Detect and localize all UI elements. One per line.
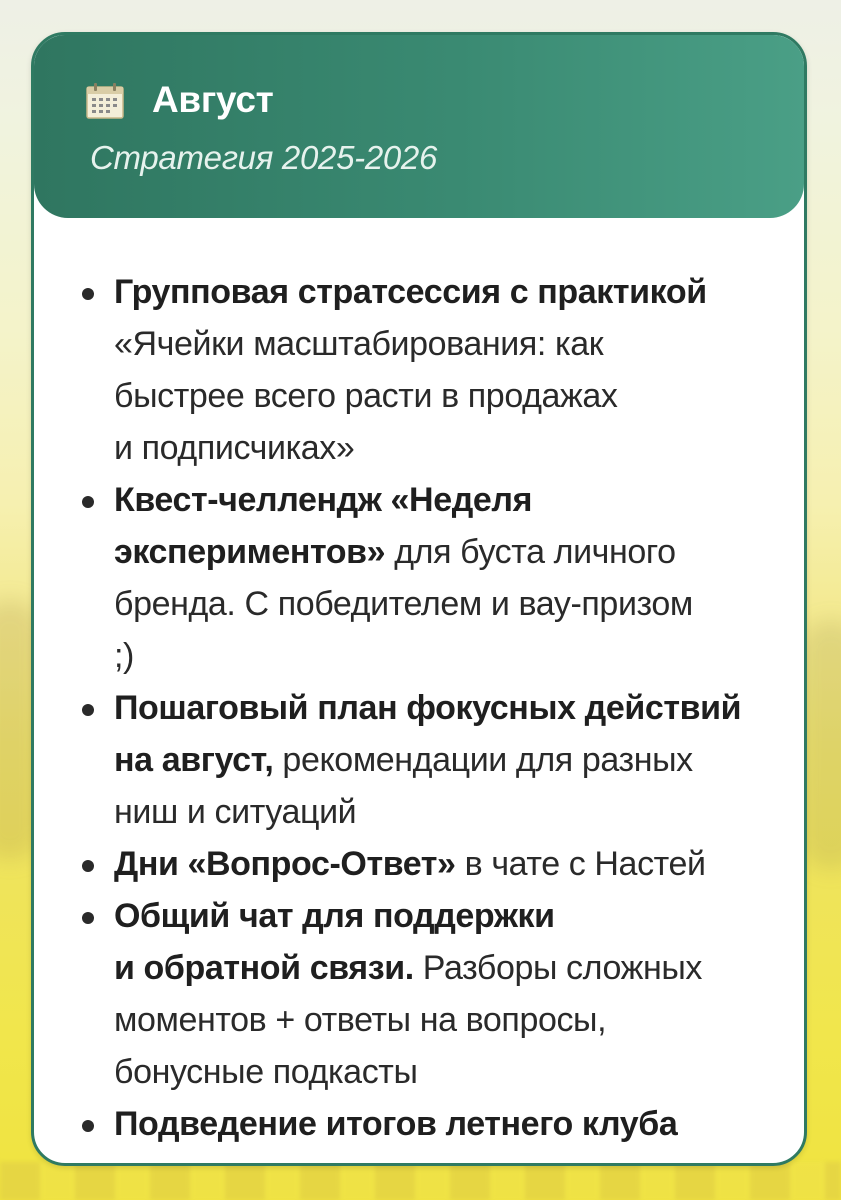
item-text: ;) — [114, 637, 134, 675]
item-line — [114, 370, 784, 422]
item-line — [114, 578, 784, 630]
calendar-icon — [85, 82, 125, 120]
item-text: и подписчиках» — [114, 429, 355, 467]
item-bold-text: Общий чат для поддержки — [114, 897, 555, 935]
item-line — [114, 318, 784, 370]
item-line — [114, 994, 784, 1046]
item-bold-text: Дни «Вопрос-Ответ» — [114, 845, 456, 883]
card-title: Август — [152, 79, 274, 120]
item-line — [114, 630, 784, 682]
item-text: быстрее всего расти в продажах — [114, 377, 618, 415]
item-text: моментов + ответы на вопросы, — [114, 1001, 607, 1039]
item-bold-text: на август, — [114, 741, 274, 779]
item-bold-text: Квест-челлендж «Неделя — [114, 481, 533, 519]
item-text: Разборы сложных — [413, 949, 702, 987]
item-line — [114, 682, 784, 734]
item-line — [114, 786, 784, 838]
list-item — [79, 266, 784, 474]
card-header — [34, 35, 804, 218]
item-line — [114, 838, 784, 890]
background-blur-right — [801, 620, 841, 870]
list-item — [79, 682, 784, 838]
item-bold-text: Пошаговый план фокусных действий — [114, 689, 742, 727]
list-item — [79, 1098, 784, 1150]
item-line — [114, 474, 784, 526]
bullet-icon — [82, 860, 94, 872]
item-line — [114, 1098, 784, 1150]
item-text: для буста личного — [385, 533, 676, 571]
bullet-icon — [82, 704, 94, 716]
item-text: бонусные подкасты — [114, 1053, 418, 1091]
feature-list — [79, 266, 784, 1150]
background-bottom-strip — [0, 1162, 841, 1200]
item-bold-text: Групповая стратсессия с практикой — [114, 273, 707, 311]
bullet-icon — [82, 912, 94, 924]
bullet-icon — [82, 288, 94, 300]
list-item — [79, 474, 784, 682]
item-line — [114, 734, 784, 786]
item-text: бренда. С победителем и вау-призом — [114, 585, 693, 623]
plan-card — [31, 32, 807, 1166]
item-text: «Ячейки масштабирования: как — [114, 325, 604, 363]
bullet-icon — [82, 1120, 94, 1132]
item-text: рекомендации для разных — [273, 741, 693, 779]
item-bold-text: экспериментов» — [114, 533, 386, 571]
list-item — [79, 838, 784, 890]
item-text: в чате с Настей — [455, 845, 706, 883]
item-bold-text: и обратной связи. — [114, 949, 414, 987]
item-line — [114, 266, 784, 318]
item-line — [114, 1046, 784, 1098]
item-text: ниш и ситуаций — [114, 793, 357, 831]
item-line — [114, 526, 784, 578]
item-line — [114, 422, 784, 474]
item-line — [114, 942, 784, 994]
item-line — [114, 890, 784, 942]
list-item — [79, 890, 784, 1098]
item-bold-text: Подведение итогов летнего клуба — [114, 1105, 678, 1143]
card-subtitle: Стратегия 2025-2026 — [90, 139, 438, 176]
bullet-icon — [82, 496, 94, 508]
